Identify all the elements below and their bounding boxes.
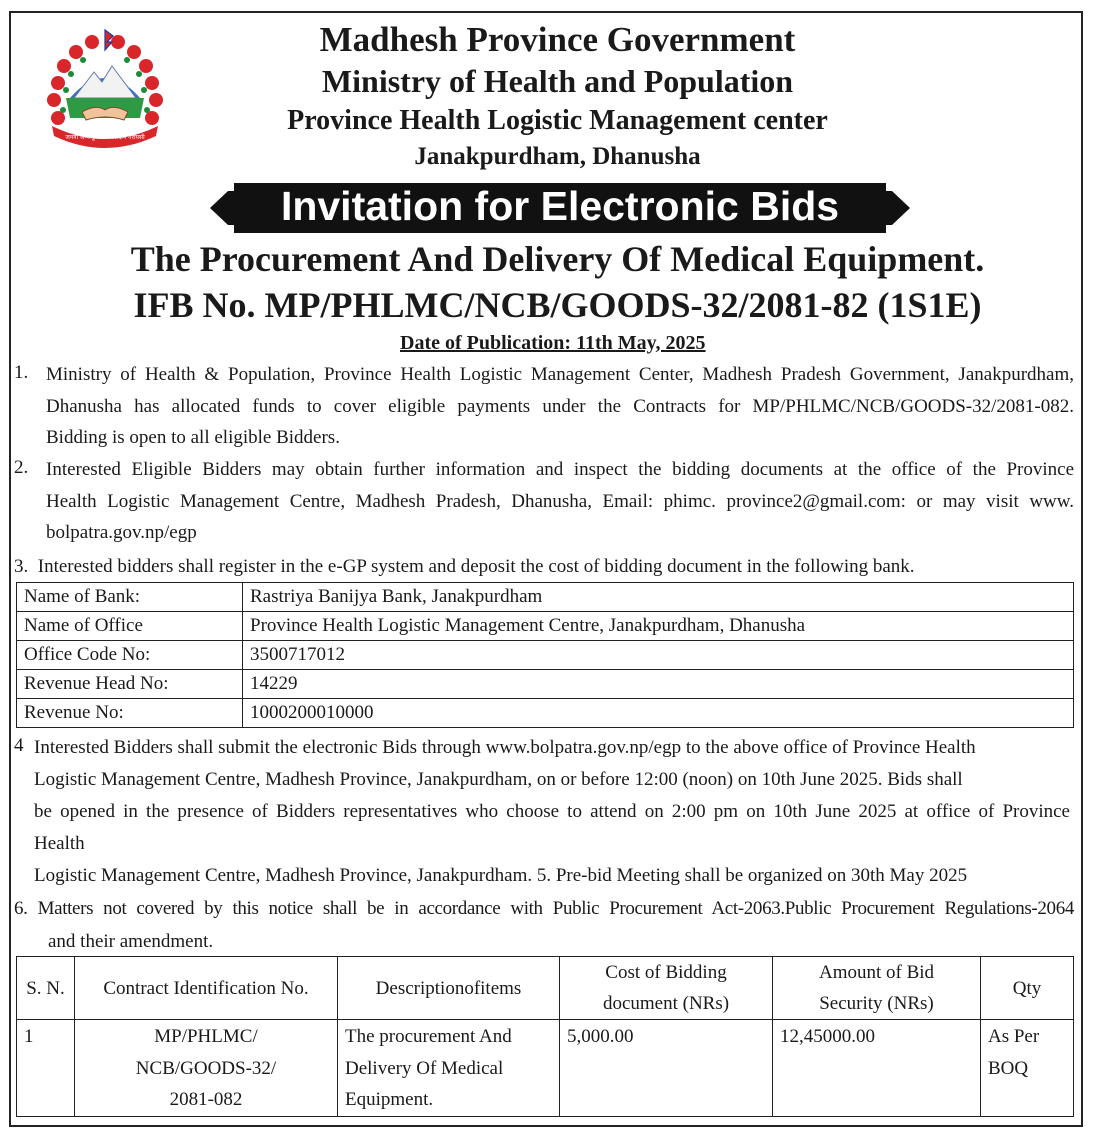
bank-label: Office Code No: xyxy=(17,641,243,670)
cell-description-line-2: Delivery Of Medical xyxy=(345,1057,504,1079)
header-cost xyxy=(560,957,773,1020)
clause-4-number: 4 xyxy=(14,735,24,756)
bank-label: Revenue No: xyxy=(17,699,243,728)
cell-contract-id-line-1: MP/PHLMC/ xyxy=(154,1026,258,1047)
header-cost-line-1: Cost of Bidding xyxy=(605,962,727,983)
header-amount xyxy=(773,957,981,1020)
clause-4-line-2: Logistic Management Centre, Madhesh Province, Janakpurdham, on or before 12:00 (noon) on 10th June 2025. Bids shall xyxy=(34,769,963,790)
bank-details-table xyxy=(16,582,1074,728)
cell-contract-id-line-2: NCB/GOODS-32/ xyxy=(135,1057,277,1079)
header-cost-line-2: document (NRs) xyxy=(602,993,730,1014)
cell-description-line-1: The procurement And xyxy=(345,1026,512,1047)
publication-date: Date of Publication: 11th May, 2025 xyxy=(400,332,706,354)
clause-2-line-2: Health Logistic Management Centre, Madhesh Pradesh, Dhanusha, Email: phimc. province2@gmail.com: or may visit www. xyxy=(46,491,1074,512)
header-qty: Qty xyxy=(981,957,1074,1020)
clause-1-line-2: Dhanusha has allocated funds to cover eligible payments under the Contracts for MP/PHLMC/NCB/GOODS-32/2081-082. xyxy=(46,396,1074,417)
clause-1-line-1: Ministry of Health & Population, Province Health Logistic Management Center, Madhesh Pradesh Government, Janakpurdham, xyxy=(46,364,1074,385)
bank-label: Name of Office xyxy=(17,612,243,641)
center-title: Province Health Logistic Management center xyxy=(287,105,828,136)
table-header-row xyxy=(17,957,1074,1020)
cell-amount: 12,45000.00 xyxy=(773,1020,981,1117)
table-row xyxy=(17,583,1074,612)
header-sn: S. N. xyxy=(17,957,75,1020)
bank-value: Rastriya Banijya Bank, Janakpurdham xyxy=(243,583,1074,612)
svg-text:जननी जन्मभूमिश्च स्वर्गादपि गर: जननी जन्मभूमिश्च स्वर्गादपि गरीयसी xyxy=(65,134,145,141)
bank-value: Province Health Logistic Management Centre, Janakpurdham, Dhanusha xyxy=(243,612,1074,641)
header-amount-line-1: Amount of Bid xyxy=(818,962,935,983)
clause-6-line-2: and their amendment. xyxy=(48,931,214,952)
clause-4-line-1: Interested Bidders shall submit the electronic Bids through www.bolpatra.gov.np/egp to the above office of Province Health xyxy=(34,737,976,758)
government-title: Madhesh Province Government xyxy=(319,20,796,59)
bank-label: Name of Bank: xyxy=(17,583,243,612)
table-row xyxy=(17,612,1074,641)
bank-value: 14229 xyxy=(243,670,1074,699)
clause-4-line-4: Health xyxy=(34,833,85,854)
cell-qty-line-2: BOQ xyxy=(988,1057,1029,1079)
clause-4-line-3: be opened in the presence of Bidders representatives who choose to attend on 2:00 pm on 10th June 2025 at office of Province xyxy=(34,801,1070,822)
bank-value: 1000200010000 xyxy=(243,699,1074,728)
clause-2-number: 2. xyxy=(14,457,29,478)
cell-cost: 5,000.00 xyxy=(560,1020,773,1117)
notice-subtitle: The Procurement And Delivery Of Medical Equipment. xyxy=(130,239,985,279)
cell-description xyxy=(338,1020,560,1117)
header-description: Descriptionofitems xyxy=(338,957,560,1020)
header-amount-line-2: Security (NRs) xyxy=(819,993,934,1014)
banner-title: Invitation for Electronic Bids xyxy=(280,183,840,229)
bank-value: 3500717012 xyxy=(243,641,1074,670)
clause-4-line-5: Logistic Management Centre, Madhesh Province, Janakpurdham. 5. Pre-bid Meeting shall be organized on 30th May 2025 xyxy=(34,865,968,886)
clause-1-line-3: Bidding is open to all eligible Bidders. xyxy=(46,427,340,448)
table-row xyxy=(17,670,1074,699)
clause-1-number: 1. xyxy=(14,362,29,383)
clause-6-line-1: 6. Matters not covered by this notice shall be in accordance with Public Procurement Act-2063.Public Procurement Regulations-2064 xyxy=(14,898,1074,919)
cell-contract-id-line-3: 2081-082 xyxy=(169,1089,243,1110)
bank-label: Revenue Head No: xyxy=(17,670,243,699)
clause-2-line-1: Interested Eligible Bidders may obtain further information and inspect the bidding documents at the office of the Province xyxy=(46,459,1074,480)
table-row xyxy=(17,1020,1074,1117)
cell-contract-id xyxy=(75,1020,338,1117)
clause-2-line-3: bolpatra.gov.np/egp xyxy=(46,522,197,543)
cell-qty-line-1: As Per xyxy=(988,1026,1040,1047)
cell-description-line-3: Equipment. xyxy=(345,1089,434,1110)
clause-3-text: 3. Interested bidders shall register in the e-GP system and deposit the cost of bidding document in the following bank. xyxy=(14,556,915,577)
table-row xyxy=(17,699,1074,728)
ministry-title: Ministry of Health and Population xyxy=(321,63,794,99)
ifb-number: IFB No. MP/PHLMC/NCB/GOODS-32/2081-82 (1S1E) xyxy=(133,285,982,325)
header-contract-id: Contract Identification No. xyxy=(75,957,338,1020)
table-row xyxy=(17,641,1074,670)
cell-qty xyxy=(981,1020,1074,1117)
location-title: Janakpurdham, Dhanusha xyxy=(414,143,701,170)
contract-items-table xyxy=(16,956,1074,1117)
cell-sn: 1 xyxy=(17,1020,75,1117)
